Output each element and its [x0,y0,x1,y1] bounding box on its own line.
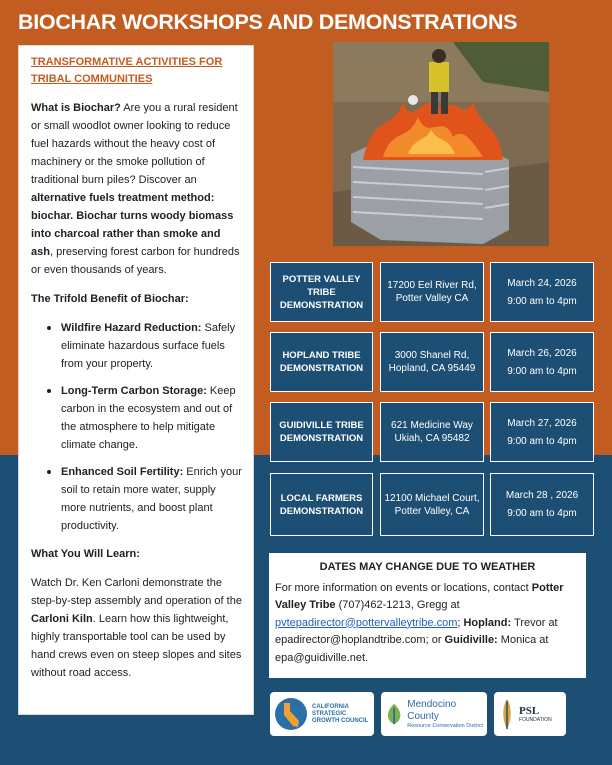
event-date: March 24, 2026 [507,277,577,289]
psl-sub: FOUNDATION [519,717,552,723]
event-name: HOPLAND TRIBE DEMONSTRATION [270,332,373,392]
event-address: 17200 Eel River Rd, Potter Valley CA [380,262,484,322]
event-time: 9:00 am to 4pm [507,435,577,447]
benefit-text: Safely eliminate hazardous surface fuels from your property. [61,322,236,370]
psl-text [519,705,552,723]
sgc-name: CALIFORNIA STRATEGIC GROWTH COUNCIL [312,703,369,724]
event-address: 621 Medicine Way Ukiah, CA 95482 [380,402,484,462]
benefit-title: Long-Term Carbon Storage: [61,385,207,397]
question-label: What is Biochar? [31,102,121,114]
weather-warning: DATES MAY CHANGE DUE TO WEATHER [319,561,536,573]
contact-notice [269,553,586,678]
feather-icon [498,697,516,731]
hopland-text: Trevor at epadirector@hoplandtribe.com; or [275,616,558,646]
guidiville-contact: Guidiville: [444,634,498,646]
learn-text: Watch Dr. Ken Carloni demonstrate the step-by-step assembly and operation of the [31,577,242,607]
benefit-list [31,319,243,535]
event-name: LOCAL FARMERS DEMONSTRATION [270,473,373,536]
psl-logo [494,692,566,736]
psl-name: PSL [519,705,540,717]
method-tail-text: , preserving forest carbon for hundreds or even thousands of years. [31,246,240,276]
benefit-text: Keep carbon in the ecosystem and out of the atmosphere to help mitigate climate change. [61,385,236,451]
separator: ; [457,616,464,629]
potter-valley-contact: Potter Valley Tribe [275,581,564,611]
sgc-logo [270,692,374,736]
info-panel [18,45,254,715]
benefit-title: Wildfire Hazard Reduction: [61,322,202,334]
question-text: Are you a rural resident or small woodlot owner looking to reduce fuel hazards without the heavy cost of machinery or the smoke pollution of traditional burn piles? Discover an [31,102,238,186]
kiln-burning-photo [333,42,549,246]
bullet-icon [47,389,51,393]
page-title: BIOCHAR WORKSHOPS AND DEMONSTRATIONS [18,10,518,34]
event-when [490,473,594,536]
event-when [490,332,594,392]
event-when [490,262,594,322]
kiln-name: Carloni Kiln [31,613,93,625]
learn-heading: What You Will Learn: [31,548,140,560]
event-when [490,402,594,462]
learn-paragraph [31,574,243,682]
potter-valley-email-link[interactable]: pvtepadirector@pottervalleytribe.com [275,616,458,629]
subtitle: TRANSFORMATIVE ACTIVITIES FOR TRIBAL COMMUNITIES [31,56,223,85]
event-name: POTTER VALLEY TRIBE DEMONSTRATION [270,262,373,322]
bullet-icon [47,326,51,330]
benefit-text: Enrich your soil to retain more water, supply more nutrients, and boost plant productivity. [61,466,242,532]
contact-text [275,580,580,668]
guidiville-text: Monica at epa@guidiville.net. [275,634,549,664]
bullet-icon [47,470,51,474]
event-address: 3000 Shanel Rd, Hopland, CA 95449 [380,332,484,392]
intro-paragraph [31,99,243,279]
california-icon [274,697,308,731]
rcd-line2: Resource Conservation District [407,722,484,729]
learn-tail-text: . Learn how this lightweight, highly transportable tool can be used by hand crews even on steep slopes and sites without road access. [31,613,242,679]
hopland-contact: Hopland: [463,616,512,629]
benefit-item [31,463,243,535]
event-date: March 27, 2026 [507,417,577,429]
contact-intro: For more information on events or locations, contact [275,581,532,594]
event-name: GUIDIVILLE TRIBE DEMONSTRATION [270,402,373,462]
event-date: March 26, 2026 [507,347,577,359]
benefit-item [31,382,243,454]
event-time: 9:00 am to 4pm [507,295,577,307]
event-address: 12100 Michael Court, Potter Valley, CA [380,473,484,536]
rcd-logo [381,692,487,736]
benefit-title: Enhanced Soil Fertility: [61,466,184,478]
event-time: 9:00 am to 4pm [507,508,577,519]
event-time: 9:00 am to 4pm [507,365,577,377]
method-bold-text: alternative fuels treatment method: biochar. Biochar turns woody biomass into charcoal rather than smoke and ash [31,192,234,258]
rcd-text [407,699,484,730]
benefit-heading: The Trifold Benefit of Biochar: [31,293,189,305]
potter-valley-phone: (707)462-1213, Gregg at [335,599,460,611]
rcd-line1: Mendocino County [407,698,457,722]
event-date: March 28 , 2026 [505,490,579,501]
leaf-icon [384,701,404,727]
benefit-item [31,319,243,373]
